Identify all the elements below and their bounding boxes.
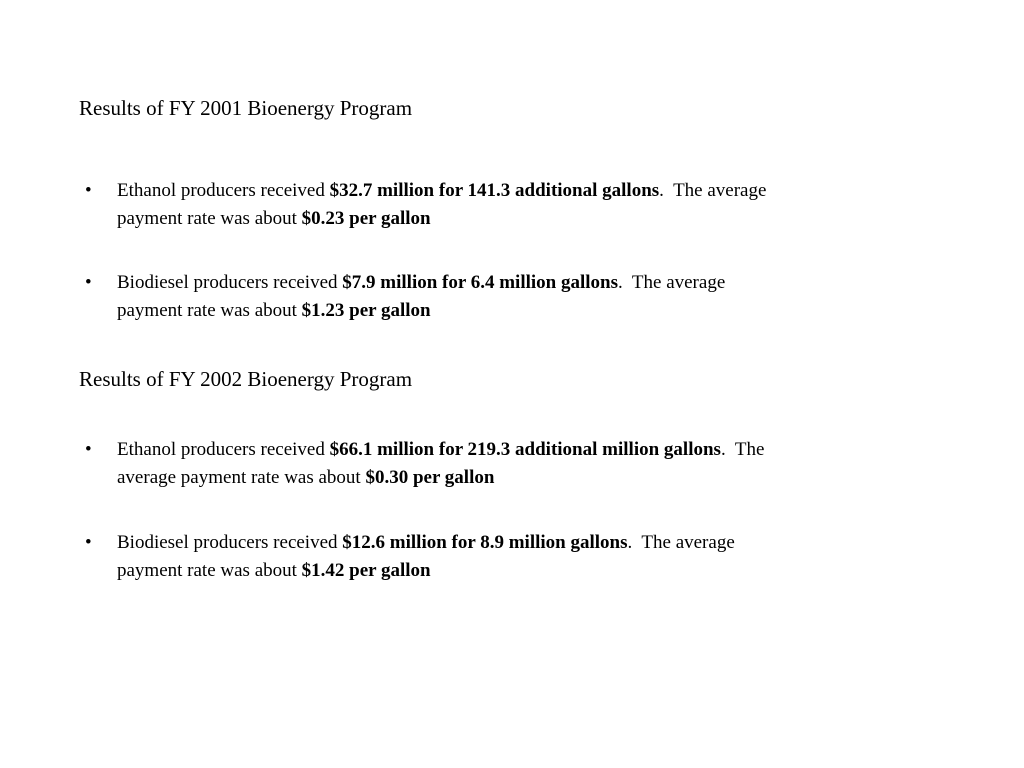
text-run: payment rate was about bbox=[117, 208, 302, 229]
bullet-marker: • bbox=[85, 439, 92, 460]
bold-amount: $66.1 million for 219.3 additional million gallons bbox=[329, 439, 721, 460]
text-run: . The average bbox=[618, 272, 726, 293]
bullet-line-1 bbox=[117, 436, 927, 464]
section-heading-fy2001: Results of FY 2001 Bioenergy Program bbox=[79, 96, 413, 120]
text-run: Ethanol producers received bbox=[117, 439, 330, 460]
bullet-text bbox=[117, 529, 927, 585]
bullet-line-1 bbox=[117, 529, 927, 557]
bullet-line-2 bbox=[117, 205, 927, 233]
text-run: payment rate was about bbox=[117, 560, 302, 581]
bullet-marker: • bbox=[85, 272, 92, 293]
bold-amount: $7.9 million for 6.4 million gallons bbox=[342, 272, 618, 293]
bullet-marker: • bbox=[85, 532, 92, 553]
bullet-line-2 bbox=[117, 557, 927, 585]
bold-amount: $12.6 million for 8.9 million gallons bbox=[342, 532, 628, 553]
text-run: Biodiesel producers received bbox=[117, 272, 343, 293]
bullet-line-1 bbox=[117, 269, 927, 297]
bullet-line-2 bbox=[117, 297, 927, 325]
bullet-line-2 bbox=[117, 464, 927, 492]
bullet-text bbox=[117, 177, 927, 233]
bold-amount: $32.7 million for 141.3 additional gallons bbox=[329, 180, 660, 201]
bold-rate: $1.42 per gallon bbox=[301, 560, 431, 581]
text-run: Biodiesel producers received bbox=[117, 532, 343, 553]
bold-rate: $1.23 per gallon bbox=[301, 300, 431, 321]
bullet-line-1 bbox=[117, 177, 927, 205]
bullet-marker: • bbox=[85, 180, 92, 201]
text-run: . The average bbox=[627, 532, 735, 553]
bold-rate: $0.30 per gallon bbox=[365, 467, 495, 488]
section-heading-fy2002: Results of FY 2002 Bioenergy Program bbox=[79, 367, 413, 391]
text-run: average payment rate was about bbox=[117, 467, 366, 488]
text-run: Ethanol producers received bbox=[117, 180, 330, 201]
text-run: . The average bbox=[659, 180, 767, 201]
text-run: payment rate was about bbox=[117, 300, 302, 321]
text-run: . The bbox=[720, 439, 765, 460]
bullet-text bbox=[117, 269, 927, 325]
bullet-text bbox=[117, 436, 927, 492]
bold-rate: $0.23 per gallon bbox=[301, 208, 431, 229]
